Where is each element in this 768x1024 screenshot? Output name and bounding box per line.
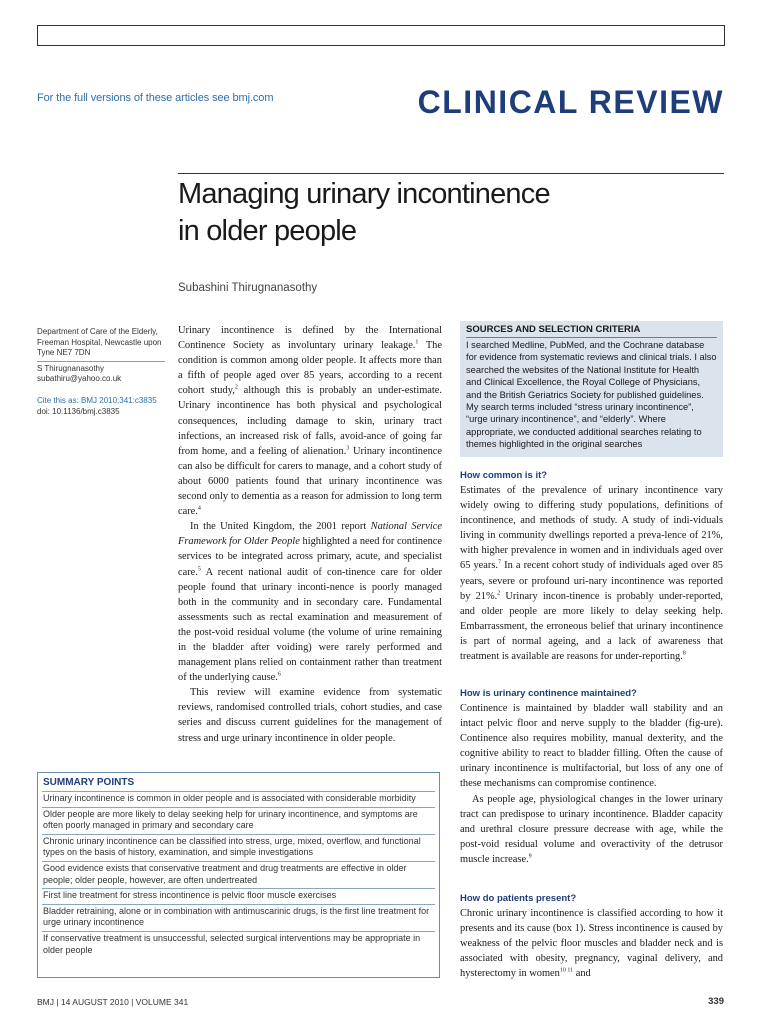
section-text: Estimates of the prevalence of urinary incontinence vary widely owing to differing study populations, definitions of incontinence, and methods of study. A study of indi-viduals living in community dwellings reported a preva-lence of 21%, with higher prevalence in women and in individuals aged over 65 years.$^7$ In a recent cohort study of individuals aged over 85 years, severe or profound uri-nary incontinence was reported by 21%.$^2$ Urinary incon-tinence is probably under-reported, and older people are more likely to delay seeking help. Embarrassment, the erroneous belief that urinary incontinence is part of normal ageing, and a lack of awareness that treatment is available are reasons for under-reporting.$^8$ <box>460 485 723 663</box>
citation-info <box>37 396 165 417</box>
summary-heading: SUMMARY POINTS <box>43 777 135 788</box>
section-title: CLINICAL REVIEW <box>417 84 724 120</box>
affiliation-divider <box>37 361 165 362</box>
summary-item: First line treatment for stress incontinence is pelvic floor muscle exercises <box>42 888 435 904</box>
section-text: As people age, physiological changes in the lower urinary tract can predispose to urinary incontinence. Bladder capacity and urethral closure pressure decrease with age, while the post-void residual volume and overactivity of the detrusor muscle increase.$^9$ <box>460 793 723 865</box>
summary-item: Urinary incontinence is common in older people and is associated with considerable morbidity <box>42 791 435 807</box>
footer-journal-info: BMJ | 14 AUGUST 2010 | VOLUME 341 <box>37 997 189 1007</box>
summary-item: Bladder retraining, alone or in combination with antimuscarinic drugs, is the first line treatment for urge urinary incontinence <box>42 904 435 931</box>
summary-item: If conservative treatment is unsuccessful, selected surgical interventions may be appropriate in older people <box>42 931 435 958</box>
title-divider <box>178 173 724 174</box>
section-text: Continence is maintained by bladder wall stability and an intact pelvic floor and nerve supply to the bladder (fig-ure). Continence also requires mobility, manual dexterity, and the cognitive ability to react to bladder filling. Often the cause of urinary incontinence is multifactorial, but loss of any one of these mechanisms can compromise continence. <box>460 703 723 790</box>
body-paragraph-1: Urinary incontinence is defined by the International Continence Society as involuntary urinary leakage.$^1$ The condition is common among older people. It affects more than a fifth of people aged over 85 years, according to a recent cohort study,$^2$ although this is probably an under-estimate. Urinary incontinence has both physical and psychological consequences, including damage to skin, urinary tract infections, an increased risk of falls, avoid-ance of going far from home, and a feeling of alienation.$^3$ Urinary incontinence can also be difficult for carers to manage, and a cohort study of about 6000 patients found that urinary incontinence was second only to dementia as a reason for admission to long term care.$^4$ <box>178 325 442 518</box>
section-heading: How is urinary continence maintained? <box>460 688 637 699</box>
section-text: Chronic urinary incontinence is classified according to how it presents and its cause (box 1). Stress incontinence is caused by weakness of the pelvic floor muscles and bladder neck and is associated with obesity, pregnancy, vaginal delivery, and hysterectomy in women$^{10 11}$ and <box>460 908 723 980</box>
article-title <box>178 176 718 250</box>
body-paragraph-2: In the United Kingdom, the 2001 report National Service Framework for Older People highlighted a need for continence services to be integrated across primary, acute, and specialist care.$^5$ A recent national audit of con-tinence care for older people found that urinary inconti-nence is poorly managed both in the community and in secondary care. Fundamental assessments such as rectal examination and measurement of the post-void residual volume (the volume of urine remaining in the bladder after voiding) were rarely performed and management plans relied on containment rather than treatment of the underlying cause.$^6$ <box>178 521 442 684</box>
sources-box <box>460 321 723 457</box>
section-presentation <box>460 893 723 981</box>
body-paragraph-3: This review will examine evidence from systematic reviews, randomised controlled trials, cohort studies, and case series and discuss current guidelines for the management of stress and urge urinary incontinence in older people. <box>178 687 442 744</box>
summary-item: Older people are more likely to delay seeking help for urinary incontinence, and symptoms are often poorly managed in primary and secondary care <box>42 807 435 834</box>
cite-reference: BMJ 2010;341:c3835 <box>81 396 157 405</box>
header-frame <box>37 25 725 46</box>
full-versions-note: For the full versions of these articles see bmj.com <box>37 92 274 104</box>
body-column <box>178 323 442 746</box>
author-name: Subashini Thirugnanasothy <box>178 282 318 294</box>
section-prevalence <box>460 470 723 664</box>
section-continence <box>460 688 723 867</box>
correspondent-name: S Thirugnanasothy <box>37 363 105 373</box>
cite-label: Cite this as: <box>37 396 79 405</box>
section-heading: How do patients present? <box>460 893 577 904</box>
article-title-line-2: in older people <box>178 215 357 247</box>
page-number: 339 <box>708 996 724 1007</box>
summary-item: Chronic urinary incontinence can be classified into stress, urge, mixed, overflow, and functional types on the basis of history, examination, and simple investigations <box>42 834 435 861</box>
doi[interactable]: doi: 10.1136/bmj.c3835 <box>37 406 120 416</box>
sources-text: I searched Medline, PubMed, and the Cochrane database for evidence from systematic reviews and clinical trials. I also searched the websites of the National Institute for Health and Clinical Excellence, the Royal College of Physicians, and the British Geriatrics Society for published guidelines. My search terms included “stress urinary incontinence”, “urge urinary incontinence”, and “elderly”. Where appropriate, we conducted additional searches relating to themes highlighted in the original searches <box>466 337 717 451</box>
section-heading: How common is it? <box>460 470 548 481</box>
sources-heading: SOURCES AND SELECTION CRITERIA <box>466 324 641 335</box>
summary-item: Good evidence exists that conservative treatment and drug treatments are effective in older people; older people, however, are often undertreated <box>42 861 435 888</box>
author-affiliation <box>37 327 165 385</box>
summary-points-box <box>37 772 440 978</box>
affiliation-text: Department of Care of the Elderly, Freeman Hospital, Newcastle upon Tyne NE7 7DN <box>37 327 162 357</box>
article-title-line-1: Managing urinary incontinence <box>178 178 550 210</box>
correspondent-email[interactable]: subathiru@yahoo.co.uk <box>37 374 122 383</box>
